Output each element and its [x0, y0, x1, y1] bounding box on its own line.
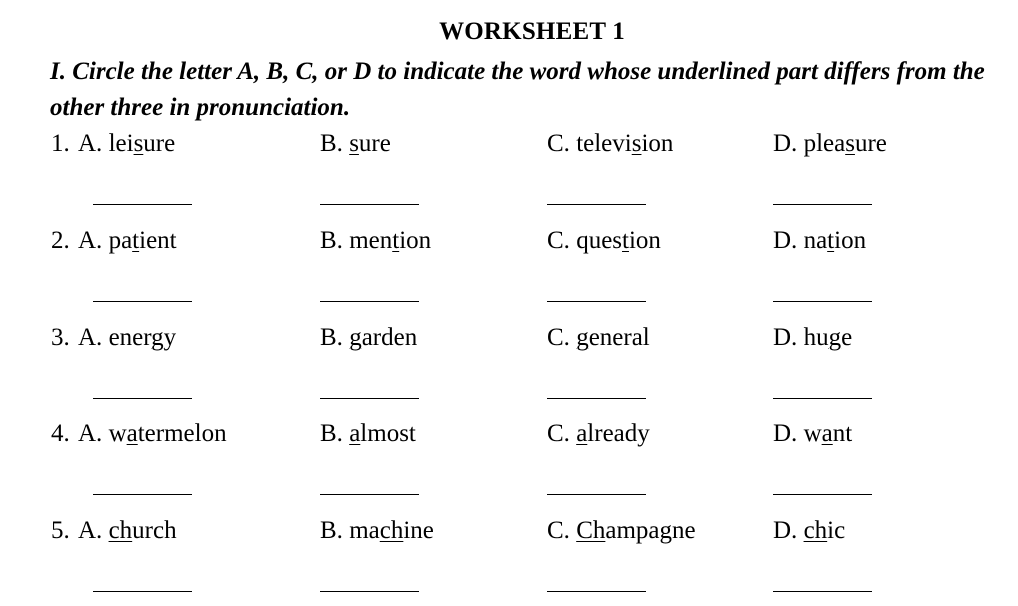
answer-blank-line[interactable] — [547, 204, 646, 205]
answer-blank-line[interactable] — [547, 591, 646, 592]
underlined-part: g — [828, 324, 842, 351]
word-suffix: arden — [361, 324, 418, 351]
word-suffix: eneral — [588, 324, 650, 351]
question-number: 1. — [51, 130, 70, 157]
option-d[interactable] — [773, 129, 887, 159]
underlined-part: t — [132, 227, 140, 254]
word-prefix: pa — [108, 227, 133, 254]
answer-blank-line[interactable] — [320, 494, 419, 495]
underlined-part: Ch — [576, 517, 606, 544]
instruction-text: I. Circle the letter A, B, C, or D to indicate the word whose underlined part differs from the other three in pronunciation. — [50, 58, 985, 121]
word-prefix: ques — [576, 227, 623, 254]
answer-blank-line[interactable] — [547, 494, 646, 495]
underlined-part: g — [151, 324, 164, 351]
underlined-part: a — [576, 420, 588, 447]
option-letter: B. — [320, 420, 343, 447]
underlined-part: t — [622, 227, 629, 254]
answer-blank-line[interactable] — [93, 398, 192, 399]
word-prefix: w — [803, 420, 822, 447]
underlined-part: t — [827, 227, 835, 254]
option-letter: C. — [547, 130, 570, 157]
option-letter: D. — [773, 420, 798, 447]
underlined-part: s — [845, 130, 855, 157]
option-c[interactable] — [547, 516, 696, 546]
option-a[interactable] — [78, 516, 177, 546]
underlined-part: s — [133, 130, 144, 157]
option-b[interactable] — [320, 323, 417, 353]
option-letter: D. — [773, 227, 798, 254]
option-c[interactable] — [547, 323, 650, 353]
question-5 — [0, 516, 1018, 556]
word-suffix: lready — [587, 420, 650, 447]
underlined-part: ch — [803, 517, 828, 544]
question-number: 4. — [51, 420, 70, 447]
answer-blank-line[interactable] — [547, 398, 646, 399]
word-suffix: y — [163, 324, 177, 351]
answer-blank-line[interactable] — [93, 204, 192, 205]
underlined-part: g — [349, 324, 362, 351]
option-b[interactable] — [320, 516, 434, 546]
word-suffix: e — [841, 324, 853, 351]
option-letter: C. — [547, 517, 570, 544]
answer-blank-line[interactable] — [773, 494, 872, 495]
option-d[interactable] — [773, 516, 845, 546]
question-number: 2. — [51, 227, 70, 254]
word-suffix: ure — [143, 130, 176, 157]
underlined-part: s — [631, 130, 642, 157]
word-suffix: ion — [399, 227, 432, 254]
option-c[interactable] — [547, 419, 650, 449]
answer-blank-line[interactable] — [320, 398, 419, 399]
word-suffix: lmost — [360, 420, 416, 447]
option-a[interactable] — [78, 323, 176, 353]
option-letter: B. — [320, 227, 343, 254]
word-suffix: ient — [139, 227, 177, 254]
option-a[interactable] — [78, 226, 177, 256]
option-b[interactable] — [320, 129, 391, 159]
word-prefix: ma — [349, 517, 380, 544]
answer-blank-line[interactable] — [320, 204, 419, 205]
word-prefix: lei — [108, 130, 134, 157]
word-suffix: termelon — [137, 420, 227, 447]
word-suffix: ampagne — [605, 517, 696, 544]
underlined-part: g — [576, 324, 589, 351]
answer-blank-line[interactable] — [773, 301, 872, 302]
question-3 — [0, 323, 1018, 363]
word-prefix: televi — [576, 130, 632, 157]
underlined-part: t — [392, 227, 400, 254]
option-letter: A. — [78, 227, 103, 254]
question-number: 3. — [51, 324, 70, 351]
word-suffix: ion — [641, 130, 674, 157]
option-letter: D. — [773, 130, 798, 157]
answer-blank-line[interactable] — [93, 591, 192, 592]
question-2 — [0, 226, 1018, 266]
option-b[interactable] — [320, 419, 416, 449]
word-suffix: nt — [832, 420, 853, 447]
option-d[interactable] — [773, 323, 852, 353]
answer-blank-line[interactable] — [547, 301, 646, 302]
word-prefix: ener — [108, 324, 152, 351]
option-letter: D. — [773, 324, 798, 351]
option-letter: A. — [78, 420, 103, 447]
underlined-part: a — [821, 420, 833, 447]
option-letter: D. — [773, 517, 798, 544]
word-prefix: w — [108, 420, 127, 447]
answer-blank-line[interactable] — [93, 301, 192, 302]
word-suffix: urch — [132, 517, 177, 544]
option-letter: B. — [320, 130, 343, 157]
option-letter: C. — [547, 420, 570, 447]
answer-blank-line[interactable] — [320, 301, 419, 302]
option-letter: A. — [78, 324, 103, 351]
option-d[interactable] — [773, 226, 866, 256]
option-letter: A. — [78, 130, 103, 157]
option-letter: A. — [78, 517, 103, 544]
answer-blank-line[interactable] — [773, 204, 872, 205]
option-letter: C. — [547, 227, 570, 254]
option-letter: C. — [547, 324, 570, 351]
word-suffix: ion — [628, 227, 661, 254]
worksheet-title: WORKSHEET 1 — [439, 18, 625, 45]
word-prefix: na — [803, 227, 828, 254]
answer-blank-line[interactable] — [773, 591, 872, 592]
underlined-part: a — [349, 420, 361, 447]
option-d[interactable] — [773, 419, 852, 449]
option-letter: B. — [320, 324, 343, 351]
answer-blank-line[interactable] — [773, 398, 872, 399]
option-letter: B. — [320, 517, 343, 544]
option-c[interactable] — [547, 129, 673, 159]
underlined-part: ch — [108, 517, 133, 544]
underlined-part: ch — [379, 517, 404, 544]
word-suffix: ure — [854, 130, 887, 157]
question-4 — [0, 419, 1018, 459]
question-1 — [0, 129, 1018, 169]
option-a[interactable] — [78, 129, 175, 159]
underlined-part: s — [349, 130, 359, 157]
word-prefix: plea — [803, 130, 846, 157]
option-b[interactable] — [320, 226, 431, 256]
word-suffix: ic — [827, 517, 846, 544]
question-number: 5. — [51, 517, 70, 544]
underlined-part: a — [126, 420, 138, 447]
answer-blank-line[interactable] — [320, 591, 419, 592]
option-c[interactable] — [547, 226, 661, 256]
word-suffix: ion — [834, 227, 867, 254]
word-suffix: ine — [403, 517, 434, 544]
word-prefix: men — [349, 227, 393, 254]
word-suffix: ure — [358, 130, 391, 157]
answer-blank-line[interactable] — [93, 494, 192, 495]
word-prefix: hu — [803, 324, 829, 351]
option-a[interactable] — [78, 419, 227, 449]
